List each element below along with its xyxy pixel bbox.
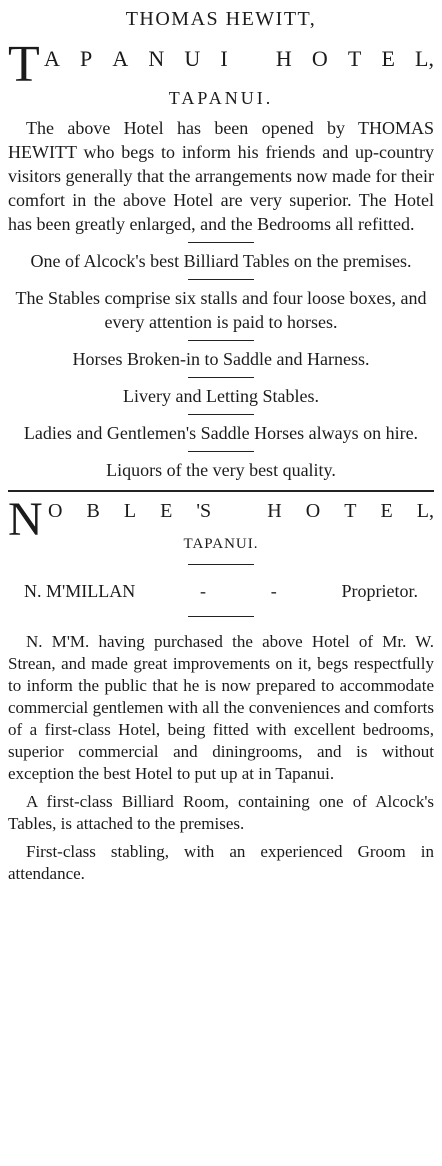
advert-paragraph: A first-class Billiard Room, containing one of Alcock's Tables, is attached to the premises. — [8, 792, 434, 833]
headline-letter: U — [184, 46, 201, 71]
short-rule — [188, 414, 254, 415]
advert-paragraph: First-class stabling, with an experienced Groom in attendance. — [8, 842, 434, 883]
short-rule — [188, 451, 254, 452]
advert-item: Livery and Letting Stables. — [123, 386, 319, 406]
headline-letter: E — [381, 46, 395, 71]
headline-letter: L — [123, 500, 137, 522]
word-gap — [235, 500, 243, 523]
proprietor-line — [8, 581, 434, 602]
short-rule — [188, 279, 254, 280]
headline-letter: P — [80, 46, 93, 71]
headline-letter: 'S — [196, 500, 212, 522]
headline-letter: O — [305, 500, 321, 522]
advert-town: TAPANUI. — [183, 536, 259, 552]
advert-item: One of Alcock's best Billiard Tables on the premises. — [30, 251, 412, 271]
advert-intro-paragraph: The above Hotel has been opened by THOMAS HEWITT who begs to inform his friends and up-country visitors generally that the arrangements now made for their comfort in the above Hotel are very superior. The Hotel has been greatly enlarged, and the Bedrooms all refitted. — [8, 118, 434, 234]
headline-dropcap: T — [8, 36, 40, 93]
advert-town: TAPANUI. — [168, 88, 274, 108]
headline-letter: E — [160, 500, 173, 522]
headline-letter: I — [220, 46, 228, 71]
newspaper-column — [0, 4, 442, 1166]
headline-letter: A — [44, 46, 60, 71]
headline-letter: B — [86, 500, 100, 522]
headline-letter: H — [267, 500, 282, 522]
advert-paragraph: N. M'M. having purchased the above Hotel of Mr. W. Strean, and made great improvements on it, begs respectfully to inform the public that he is now prepared to accommodate commercial gentlemen with all the conveniences and comforts of a first-class Hotel, being fitted with excellent bedrooms, superior commercial and diningrooms, and is without exception the best Hotel to put up at in Tapanui. — [8, 632, 434, 783]
dash: - — [199, 581, 206, 601]
advert-item: The Stables comprise six stalls and four loose boxes, and every attention is paid to horses. — [15, 288, 427, 332]
advert-item: Liquors of the very best quality. — [106, 460, 336, 480]
headline-letters — [42, 498, 434, 523]
advert-owner-name: THOMAS HEWITT, — [125, 8, 317, 30]
headline-letter: L, — [415, 46, 434, 71]
headline-letter: O — [311, 46, 328, 71]
word-gap — [248, 46, 256, 72]
headline-letter: H — [275, 46, 292, 71]
headline-letter: T — [344, 500, 357, 522]
short-rule — [188, 242, 254, 243]
short-rule — [188, 340, 254, 341]
headline-letters — [38, 42, 434, 72]
headline-letter: E — [380, 500, 393, 522]
headline-letter: N — [148, 46, 165, 71]
headline-letter: A — [112, 46, 129, 71]
advert-item: Horses Broken-in to Saddle and Harness. — [72, 349, 370, 369]
advert-item: Ladies and Gentlemen's Saddle Horses always on hire. — [23, 423, 419, 443]
proprietor-label: Proprietor. — [341, 581, 418, 601]
proprietor-name: N. M'MILLAN — [24, 581, 136, 601]
headline-letter: L, — [416, 500, 434, 522]
headline-dropcap: N — [8, 493, 43, 546]
short-rule — [188, 564, 254, 565]
headline-letter: T — [347, 46, 362, 71]
short-rule — [188, 377, 254, 378]
short-rule — [188, 616, 254, 617]
headline-letter: O — [48, 500, 63, 522]
dash: - — [270, 581, 277, 601]
advert-divider — [8, 490, 434, 492]
